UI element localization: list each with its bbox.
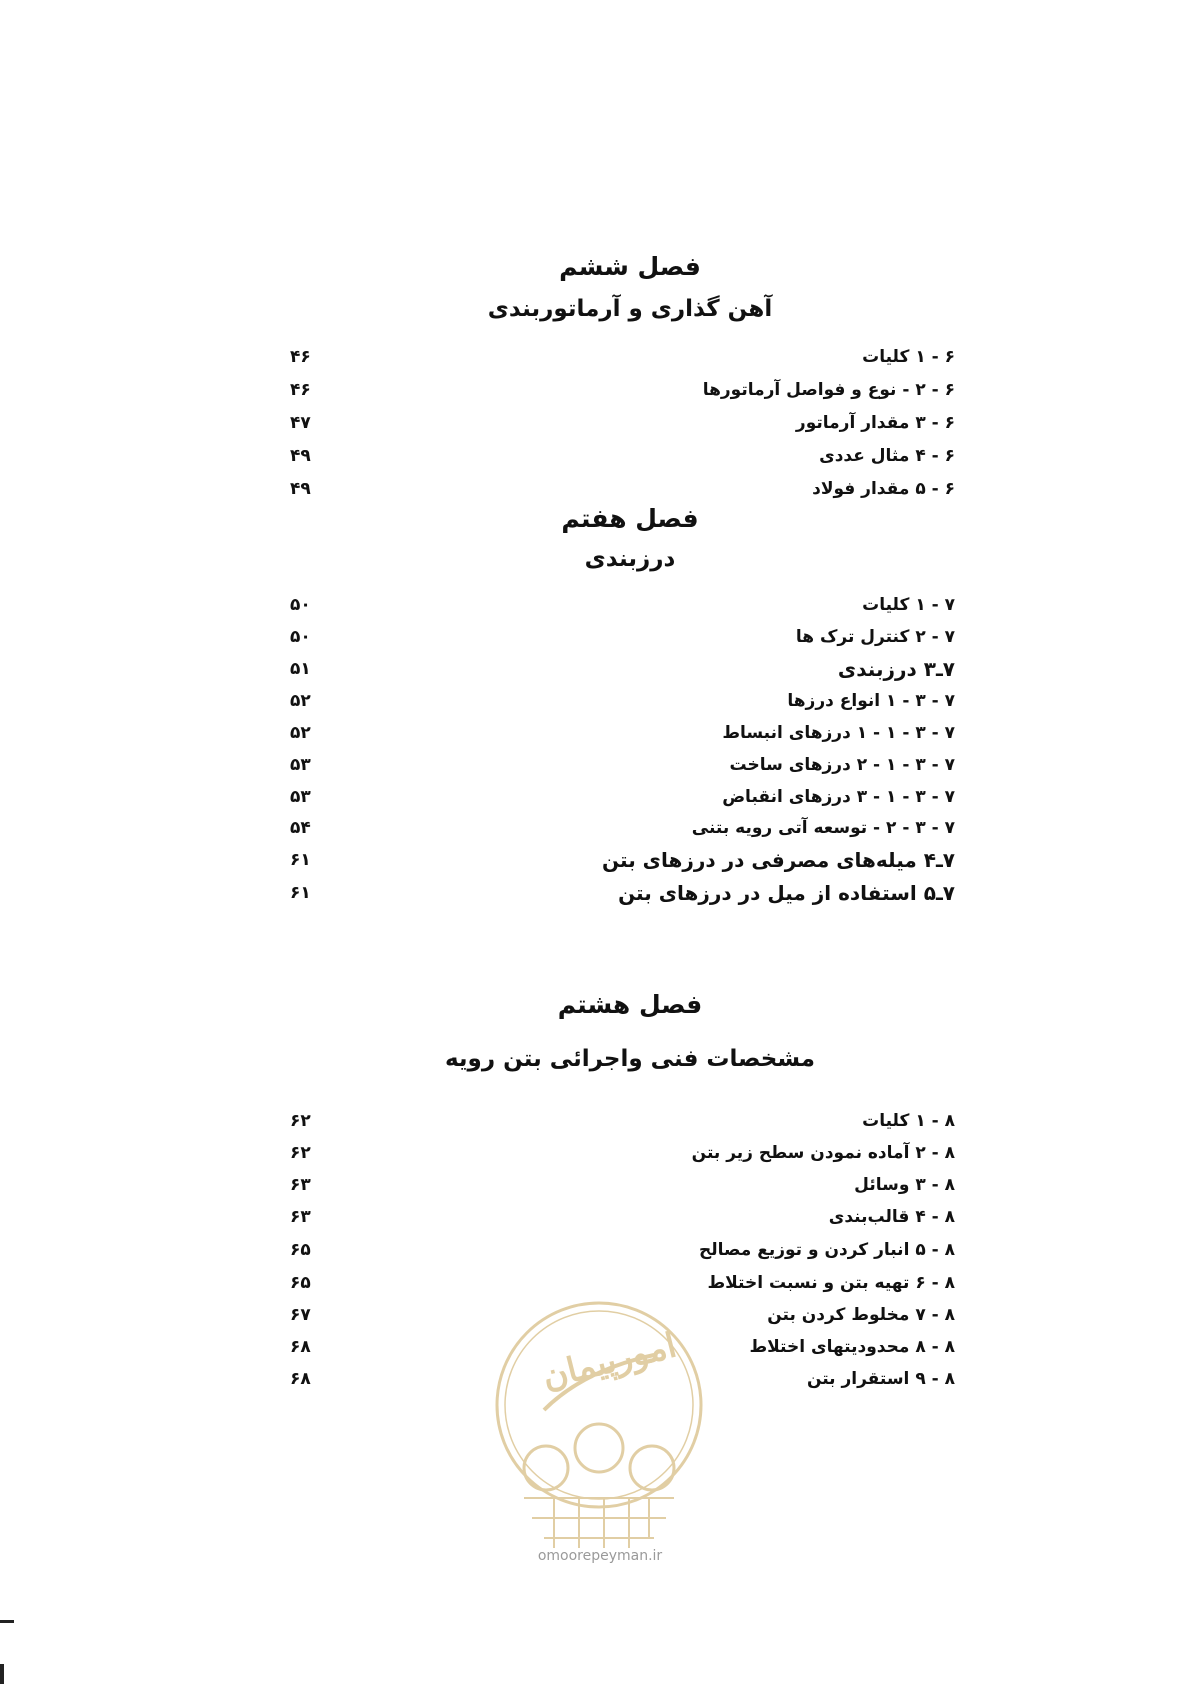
toc-entry[interactable] — [290, 654, 955, 684]
toc-entry-label: ۸ - ۲ آماده نمودن سطح زیر بتن — [691, 1143, 955, 1163]
toc-entry[interactable] — [290, 1235, 955, 1265]
chapter-8-subtitle: مشخصات فنی واجرائی بتن رویه — [444, 1046, 816, 1072]
toc-entry[interactable] — [290, 686, 955, 716]
toc-entry-label: ۸ - ۹ استقرار بتن — [806, 1369, 955, 1389]
toc-entry-label: ۷ - ۳ - ۱ انواع درزها — [787, 691, 955, 711]
toc-entry-page: ۶۵ — [290, 1240, 311, 1260]
toc-entry-label: ۸ - ۴ قالب‌بندی — [828, 1207, 955, 1227]
toc-entry-page: ۶۳ — [290, 1175, 311, 1195]
toc-entry-page: ۶۱ — [290, 850, 311, 870]
toc-entry-label: ۷ـ۳ درزبندی — [837, 657, 955, 681]
toc-entry-label: ۷ـ۴ میله‌های مصرفی در درزهای بتن — [602, 848, 955, 872]
toc-entry-page: ۴۷ — [290, 413, 311, 433]
toc-entry-label: ۶ - ۴ مثال عددی — [819, 446, 955, 466]
toc-entry-page: ۴۶ — [290, 347, 311, 367]
toc-entry-label: ۷ - ۳ - ۲ - توسعه آتی رویه بتنی — [691, 818, 955, 838]
toc-entry[interactable] — [290, 474, 955, 504]
toc-entry[interactable] — [290, 1170, 955, 1200]
toc-entry[interactable] — [290, 622, 955, 652]
toc-entry[interactable] — [290, 1106, 955, 1136]
toc-entry-page: ۴۹ — [290, 479, 311, 499]
chapter-7-title: فصل هفتم — [561, 504, 699, 533]
toc-entry-label: ۸ - ۶ تهیه بتن و نسبت اختلاط — [707, 1273, 955, 1293]
toc-entry-page: ۶۱ — [290, 883, 311, 903]
toc-entry-page: ۶۲ — [290, 1111, 311, 1131]
toc-entry-page: ۴۶ — [290, 380, 311, 400]
chapter-8-title: فصل هشتم — [557, 990, 703, 1019]
toc-entry[interactable] — [290, 590, 955, 620]
toc-entry-label: ۸ - ۵ انبار کردن و توزیع مصالح — [699, 1240, 955, 1260]
toc-entry[interactable] — [290, 845, 955, 875]
toc-entry[interactable] — [290, 1138, 955, 1168]
toc-entry-label: ۶ - ۱ کلیات — [862, 347, 955, 367]
toc-entry-page: ۵۲ — [290, 723, 311, 743]
toc-entry-label: ۷ - ۳ - ۱ - ۳ درزهای انقباض — [722, 787, 955, 807]
scan-artifact — [0, 1664, 4, 1684]
toc-entry-page: ۶۷ — [290, 1305, 311, 1325]
watermark-logo — [484, 1290, 714, 1590]
toc-entry[interactable] — [290, 375, 955, 405]
toc-entry[interactable] — [290, 782, 955, 812]
toc-entry[interactable] — [290, 342, 955, 372]
chapter-6-subtitle: آهن گذاری و آرماتوربندی — [487, 296, 773, 322]
toc-entry-label: ۷ - ۱ کلیات — [862, 595, 955, 615]
toc-entry-page: ۶۲ — [290, 1143, 311, 1163]
toc-entry-label: ۶ - ۳ مقدار آرماتور — [795, 413, 955, 433]
toc-entry-label: ۷ - ۳ - ۱ - ۱ درزهای انبساط — [722, 723, 955, 743]
toc-entry-page: ۶۸ — [290, 1337, 311, 1357]
watermark-url: omoorepeyman.ir — [537, 1548, 663, 1564]
chapter-7-subtitle: درزبندی — [584, 546, 676, 572]
toc-entry[interactable] — [290, 813, 955, 843]
toc-entry-page: ۵۳ — [290, 755, 311, 775]
toc-entry-page: ۵۰ — [290, 595, 311, 615]
scan-artifact — [0, 1620, 14, 1623]
toc-entry-label: ۶ - ۲ - نوع و فواصل آرماتورها — [702, 380, 955, 400]
toc-entry-label: ۶ - ۵ مقدار فولاد — [812, 479, 955, 499]
toc-entry[interactable] — [290, 441, 955, 471]
toc-entry-page: ۵۴ — [290, 818, 311, 838]
toc-entry-page: ۵۲ — [290, 691, 311, 711]
toc-entry-label: ۷ـ۵ استفاده از میل در درزهای بتن — [618, 881, 955, 905]
chapter-6-title: فصل ششم — [559, 252, 701, 281]
toc-entry-label: ۸ - ۱ کلیات — [862, 1111, 955, 1131]
toc-entry-label: ۸ - ۷ مخلوط کردن بتن — [767, 1305, 955, 1325]
toc-entry-page: ۵۰ — [290, 627, 311, 647]
toc-entry-page: ۶۵ — [290, 1273, 311, 1293]
toc-entry-page: ۶۸ — [290, 1369, 311, 1389]
toc-entry-label: ۷ - ۳ - ۱ - ۲ درزهای ساخت — [729, 755, 955, 775]
toc-entry-label: ۷ - ۲ کنترل ترک ها — [795, 627, 955, 647]
toc-entry-label: ۸ - ۳ وسائل — [854, 1175, 955, 1195]
toc-entry-page: ۵۱ — [290, 659, 311, 679]
toc-entry[interactable] — [290, 1202, 955, 1232]
toc-entry-label: ۸ - ۸ محدودیتهای اختلاط — [749, 1337, 955, 1357]
toc-entry[interactable] — [290, 750, 955, 780]
svg-text:امورپیمان: امورپیمان — [538, 1325, 681, 1398]
toc-entry[interactable] — [290, 408, 955, 438]
toc-entry-page: ۴۹ — [290, 446, 311, 466]
toc-entry[interactable] — [290, 878, 955, 908]
toc-entry-page: ۵۳ — [290, 787, 311, 807]
toc-entry[interactable] — [290, 718, 955, 748]
toc-entry-page: ۶۳ — [290, 1207, 311, 1227]
